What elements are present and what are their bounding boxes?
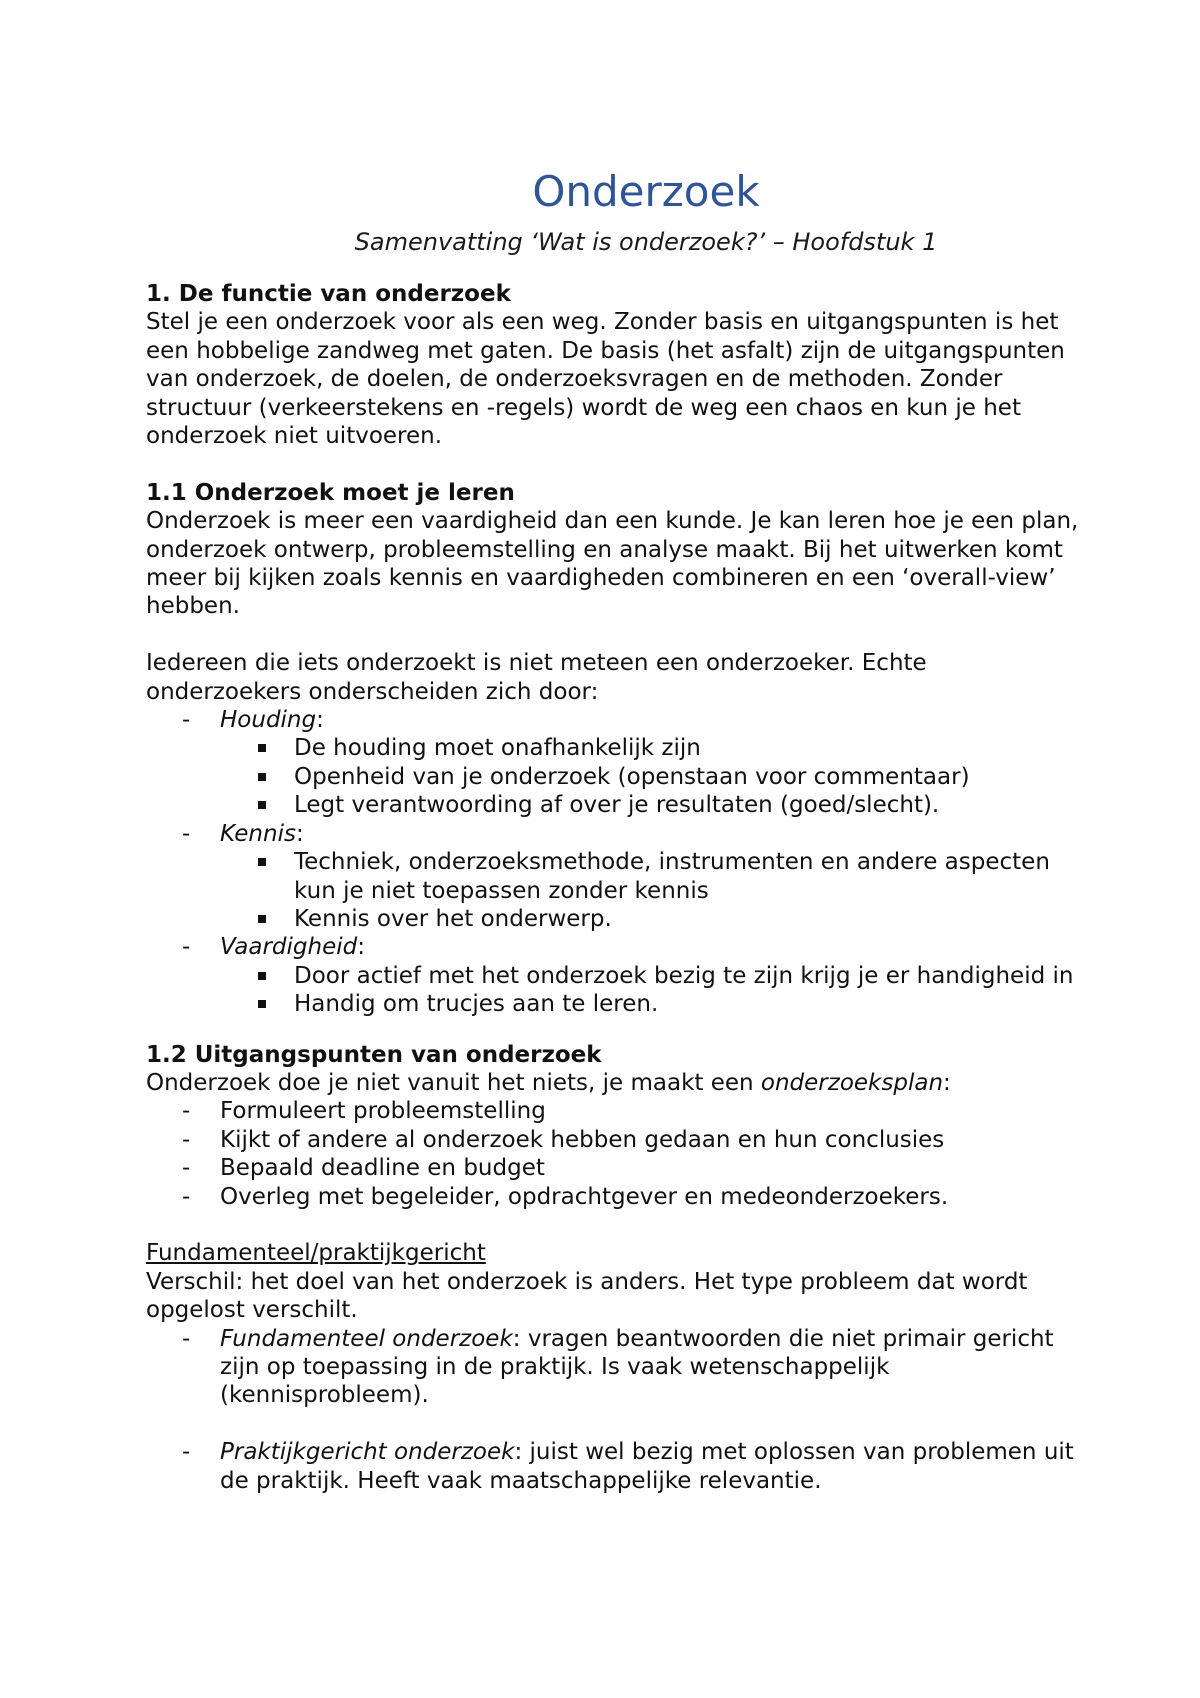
list-item: - Bepaald deadline en budget bbox=[146, 1154, 1086, 1182]
list-item-fundamenteel: - Fundamenteel onderzoek: vragen beantwoorden die niet primair gericht zijn op toepassing in de praktijk. Is vaak wetenschappelijk (kennisprobleem). bbox=[146, 1325, 1086, 1410]
research-types-list-2 bbox=[146, 1438, 1086, 1495]
researcher-traits-list bbox=[146, 706, 1086, 1018]
list-item: De houding moet onafhankelijk zijn bbox=[146, 734, 1086, 762]
sub-list-kennis bbox=[220, 848, 1086, 933]
research-types-list bbox=[146, 1325, 1086, 1410]
list-item: - Formuleert probleemstelling bbox=[146, 1097, 1086, 1125]
list-item-praktijkgericht: - Praktijkgericht onderzoek: juist wel bezig met oplossen van problemen uit de praktijk. Heeft vaak maatschappelijke relevantie. bbox=[146, 1438, 1086, 1495]
list-item: - Kijkt of andere al onderzoek hebben gedaan en hun conclusies bbox=[146, 1126, 1086, 1154]
list-item: Kennis over het onderwerp. bbox=[146, 905, 1086, 933]
sub-section-body: Verschil: het doel van het onderzoek is anders. Het type probleem dat wordt opgelost verschilt. bbox=[146, 1268, 1028, 1324]
research-plan-list bbox=[146, 1097, 1086, 1211]
section-heading-1: 1. De functie van onderzoek bbox=[146, 281, 511, 307]
list-item: Legt verantwoording af over je resultaten (goed/slecht). bbox=[146, 791, 1086, 819]
list-item: Openheid van je onderzoek (openstaan voor commentaar) bbox=[146, 763, 1086, 791]
list-item-houding: - Houding: De houding moet onafhankelijk zijn Openheid van je onderzoek (openstaan voor commentaar) Legt verantwoording af over je resultaten (goed/slecht). bbox=[146, 706, 1086, 820]
sub-list-vaardigheid bbox=[220, 962, 1086, 1019]
sub-heading-fundamenteel: Fundamenteel/praktijkgericht bbox=[146, 1240, 486, 1267]
trait-term: Kennis bbox=[220, 820, 296, 847]
section-heading-1-2: 1.2 Uitgangspunten van onderzoek bbox=[146, 1041, 602, 1068]
section-1-1-body: Onderzoek is meer een vaardigheid dan een kunde. Je kan leren hoe je een plan, onderzoek ontwerp, probleemstelling en analyse maakt. Bij het uitwerken komt meer bij kijken zoals kennis en vaardigheden combineren en een ‘overall-view’ hebben. bbox=[146, 508, 1079, 620]
list-item: Door actief met het onderzoek bezig te zijn krijg je er handigheid in bbox=[146, 962, 1086, 990]
trait-term: Vaardigheid bbox=[220, 934, 358, 961]
section-1-1-intro: Iedereen die iets onderzoekt is niet meteen een onderzoeker. Echte onderzoekers onderscheiden zich door: bbox=[146, 650, 927, 705]
list-item-vaardigheid: - Vaardigheid: Door actief met het onderzoek bezig te zijn krijg je er handigheid in Handig om trucjes aan te leren. bbox=[146, 933, 1086, 1018]
document-content bbox=[146, 166, 1086, 1495]
document-title: Onderzoek bbox=[532, 167, 760, 216]
list-item-kennis: - Kennis: Techniek, onderzoeksmethode, instrumenten en andere aspecten kun je niet toepassen zonder kennis Kennis over het onderwerp. bbox=[146, 820, 1086, 934]
list-item: Techniek, onderzoeksmethode, instrumenten en andere aspecten kun je niet toepassen zonder kennis bbox=[146, 848, 1086, 905]
trait-term: Houding bbox=[220, 707, 317, 734]
list-item: Handig om trucjes aan te leren. bbox=[146, 990, 1086, 1018]
list-item: - Overleg met begeleider, opdrachtgever en medeonderzoekers. bbox=[146, 1183, 1086, 1211]
section-1-2-intro: Onderzoek doe je niet vanuit het niets, je maakt een onderzoeksplan: bbox=[146, 1069, 951, 1096]
sub-list-houding bbox=[220, 734, 1086, 819]
document-subtitle: Samenvatting ‘Wat is onderzoek?’ – Hoofdstuk 1 bbox=[354, 228, 938, 256]
section-1-body: Stel je een onderzoek voor als een weg. Zonder basis en uitgangspunten is het een hobbelige zandweg met gaten. De basis (het asfalt) zijn de uitgangspunten van onderzoek, de doelen, de onderzoeksvragen en de methoden. Zonder structuur (verkeerstekens en -regels) wordt de weg een chaos en kun je het onderzoek niet uitvoeren. bbox=[146, 309, 1065, 450]
section-heading-1-1: 1.1 Onderzoek moet je leren bbox=[146, 479, 515, 506]
